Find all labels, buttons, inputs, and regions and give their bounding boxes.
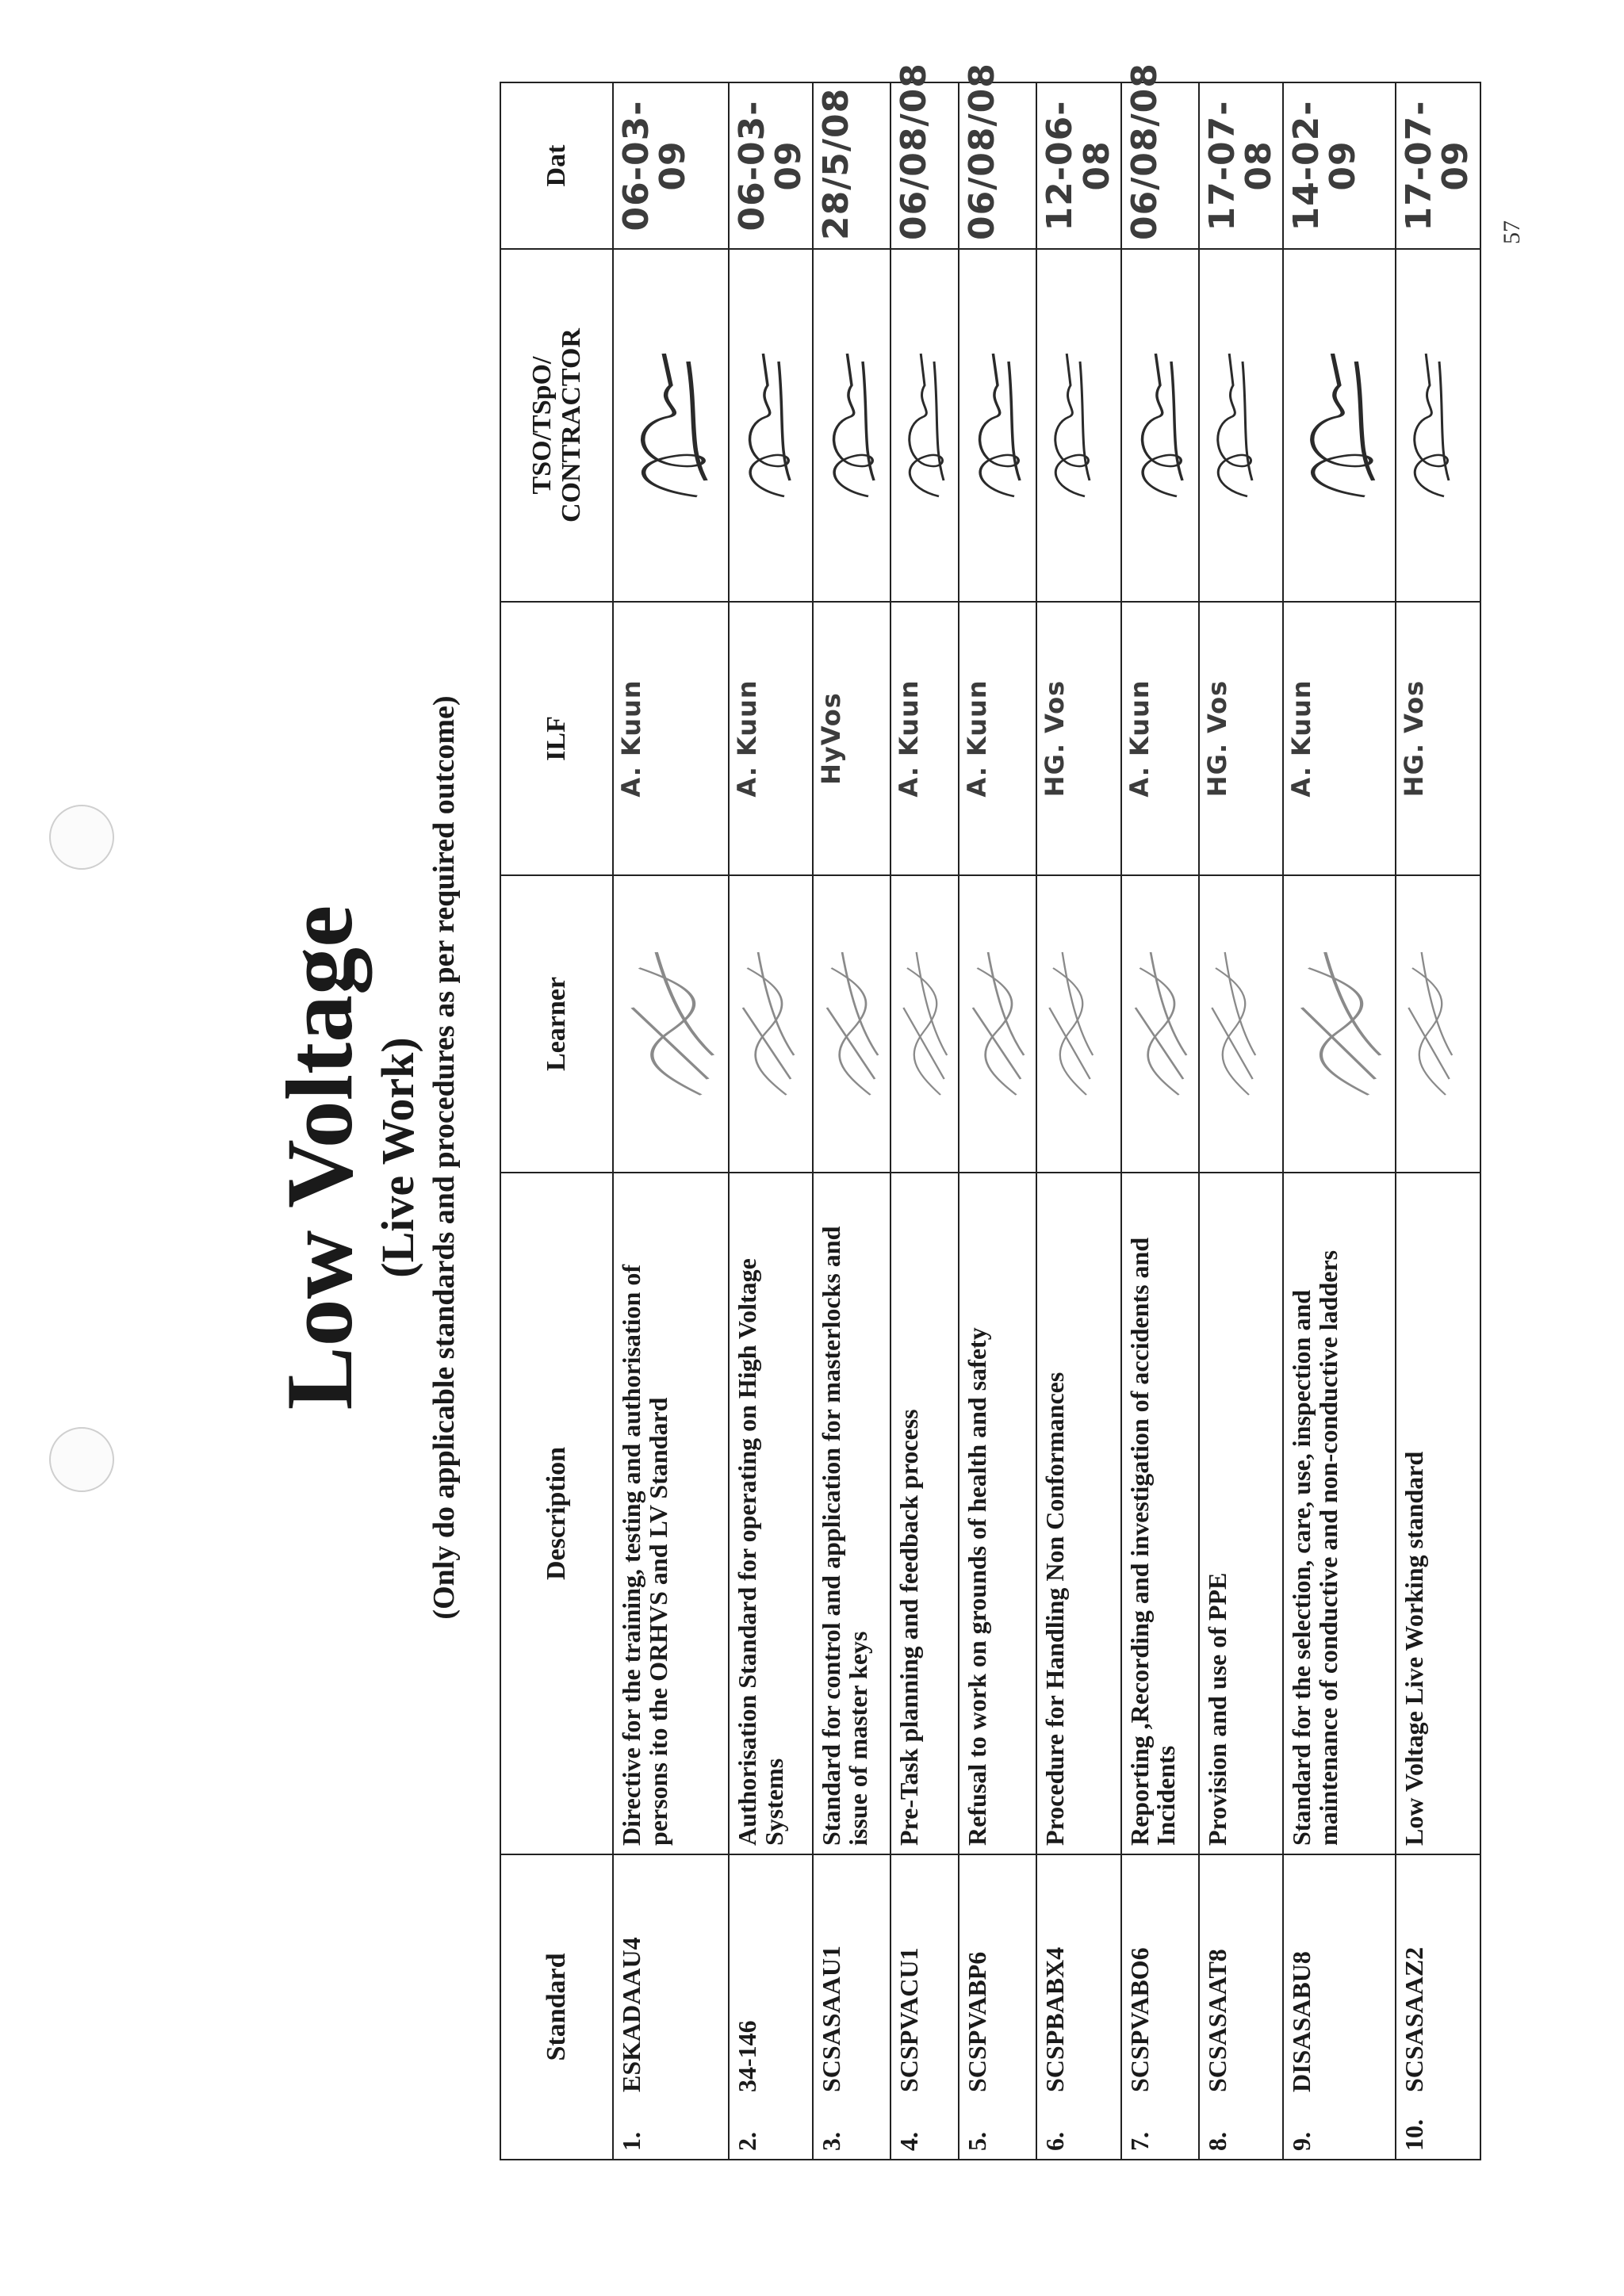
standard-cell [1036,1854,1120,2160]
standard-cell [891,1854,959,2160]
ilf-name: A. Kuun [1283,602,1396,875]
table-header-row [500,82,613,2160]
date-cell: 12-06-08 [1036,82,1120,249]
standard-code: SCSASAAT8 [1202,1949,1231,2092]
row-number: 1. [617,2132,645,2151]
standards-table [500,63,1481,2160]
table-row [1036,82,1120,2160]
table-body [613,63,1480,2160]
title-block [262,79,462,2236]
standard-code: SCSASAAU1 [817,1946,846,2092]
date-cell: 17-07-09 [1396,82,1480,249]
standard-cell [1121,1854,1199,2160]
standard-cell [613,1854,729,2160]
date-cell: 06/08/08 [1121,82,1199,249]
instruction-note: (Only do applicable standards and procedures as per required outcome) [427,695,461,1620]
header-standard: Standard [500,1854,613,2160]
standard-code: SCSPVACU1 [894,1947,924,2092]
header-ilf: ILF [500,602,613,875]
standard-code: SCSPBABX4 [1040,1946,1070,2092]
description-cell: Authorisation Standard for operating on High Voltage Systems [729,1173,813,1854]
standard-code: DISASABU8 [1287,1951,1316,2092]
table-row [1121,82,1199,2160]
ilf-name: A. Kuun [891,602,959,875]
row-number: 3. [817,2132,846,2151]
learner-signature [813,875,891,1173]
learner-signature [729,875,813,1173]
table-row [1396,82,1480,2160]
row-number: 6. [1040,2132,1070,2151]
ilf-name: A. Kuun [1121,602,1199,875]
description-cell: Low Voltage Live Working standard [1396,1173,1480,1854]
description-cell: Directive for the training, testing and authorisation of persons ito the ORHVS and LV Standard [613,1173,729,1854]
learner-signature [1121,875,1199,1173]
ilf-name: HG. Vos [1396,602,1480,875]
date-cell: 17-07-08 [1199,82,1283,249]
date-cell: 06/08/08 [959,82,1036,249]
standard-cell [1396,1854,1480,2160]
header-tso-contractor: TSO/TSpO/ CONTRACTOR [500,249,613,602]
page-subtitle: (Live Work) [372,1037,423,1278]
learner-signature [1036,875,1120,1173]
standard-cell [1199,1854,1283,2160]
learner-signature [891,875,959,1173]
punch-hole [49,1427,114,1492]
ilf-name: A. Kuun [613,602,729,875]
tso-signature [813,249,891,602]
table-row [891,82,959,2160]
tso-signature [1036,249,1120,602]
tso-signature [613,249,729,602]
punch-hole [49,805,114,870]
standard-cell [959,1854,1036,2160]
description-cell: Reporting ,Recording and investigation of accidents and Incidents [1121,1173,1199,1854]
table-row [613,82,729,2160]
description-cell: Refusal to work on grounds of health and safety [959,1173,1036,1854]
ilf-name: HG. Vos [1199,602,1283,875]
standard-code: 34-146 [733,2020,761,2092]
tso-signature [1396,249,1480,602]
row-number: 10. [1400,2119,1429,2151]
date-cell: 06/08/08 [891,82,959,249]
learner-signature [959,875,1036,1173]
header-date: Dat [500,82,613,249]
date-cell: 06-03-09 [729,82,813,249]
standard-code: SCSASAAZ2 [1400,1946,1429,2092]
description-cell: Standard for the selection, care, use, inspection and maintenance of conductive and non-conductive ladders [1283,1173,1396,1854]
standard-cell [1283,1854,1396,2160]
tso-signature [959,249,1036,602]
description-cell: Standard for control and application for masterlocks and issue of master keys [813,1173,891,1854]
date-cell: 06-03-09 [613,82,729,249]
learner-signature [1396,875,1480,1173]
tso-signature [729,249,813,602]
header-learner: Learner [500,875,613,1173]
standard-cell [813,1854,891,2160]
row-number: 2. [733,2132,761,2151]
rotated-document [262,63,1578,2236]
learner-signature [613,875,729,1173]
row-number: 5. [963,2132,992,2151]
row-number: 7. [1124,2132,1154,2151]
table-row [729,82,813,2160]
page-number: 57 [1499,220,1525,244]
date-cell: 14-02-09 [1283,82,1396,249]
standard-code: ESKADAAU4 [617,1937,645,2092]
description-cell: Procedure for Handling Non Conformances [1036,1173,1120,1854]
ilf-name: A. Kuun [729,602,813,875]
table-row [813,82,891,2160]
ilf-name: HG. Vos [1036,602,1120,875]
page-title: Low Voltage [266,905,372,1410]
learner-signature [1199,875,1283,1173]
description-cell: Provision and use of PPE [1199,1173,1283,1854]
header-description: Description [500,1173,613,1854]
tso-signature [1199,249,1283,602]
description-cell: Pre-Task planning and feedback process [891,1173,959,1854]
row-number: 9. [1287,2132,1316,2151]
row-number: 4. [894,2132,924,2151]
standard-cell [729,1854,813,2160]
learner-signature [1283,875,1396,1173]
standard-code: SCSPVABP6 [963,1951,992,2092]
ilf-name: A. Kuun [959,602,1036,875]
date-cell: 28/5/08 [813,82,891,249]
tso-signature [1121,249,1199,602]
table-row [959,82,1036,2160]
row-number: 8. [1202,2132,1231,2151]
tso-signature [891,249,959,602]
table-row [1283,82,1396,2160]
table-row [1199,82,1283,2160]
standard-code: SCSPVABO6 [1124,1947,1154,2092]
tso-signature [1283,249,1396,602]
ilf-name: HyVos [813,602,891,875]
